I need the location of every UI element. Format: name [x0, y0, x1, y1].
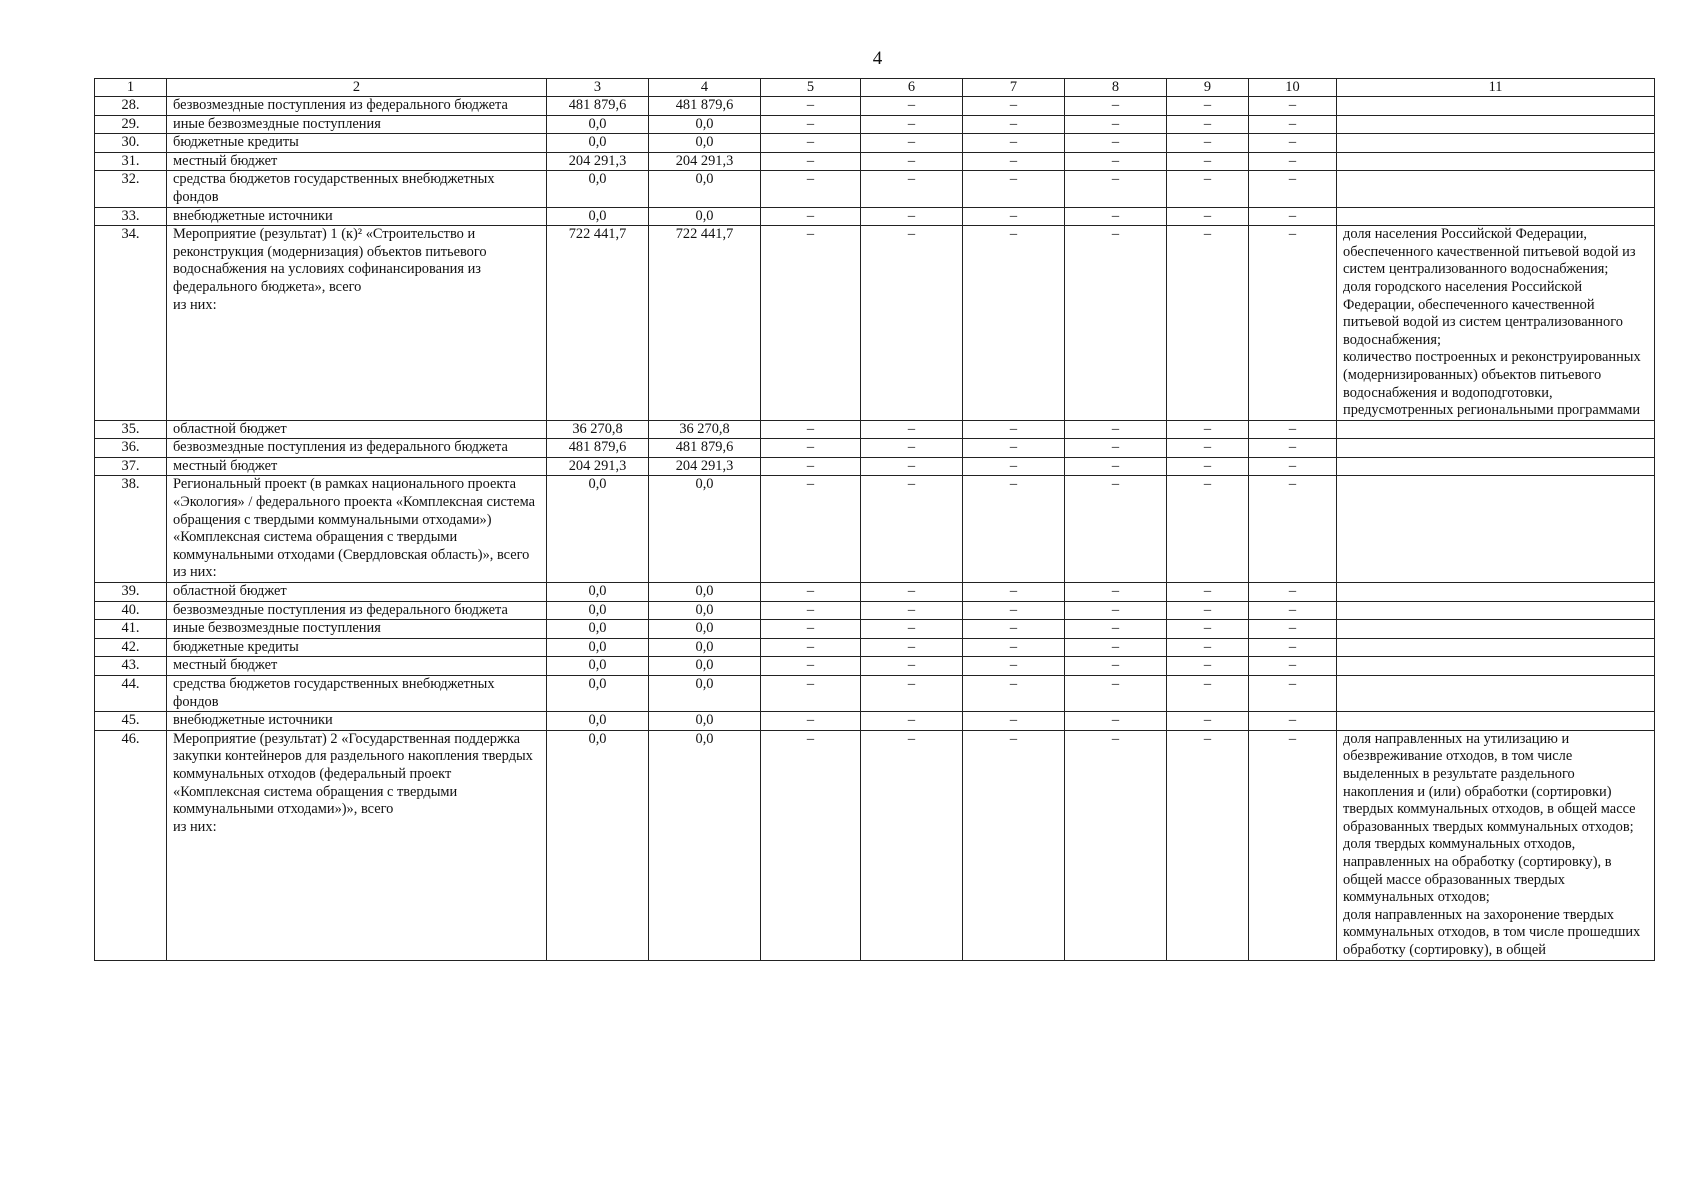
value-col7-cell: – — [963, 657, 1065, 676]
value-col6-cell: – — [861, 657, 963, 676]
header-row — [95, 79, 1655, 97]
indicator-cell — [1337, 134, 1655, 153]
column-header: 2 — [167, 79, 547, 97]
value-col10-cell: – — [1249, 439, 1337, 458]
column-header: 8 — [1065, 79, 1167, 97]
indicator-cell — [1337, 97, 1655, 116]
value-col5-cell: – — [761, 97, 861, 116]
value-col9-cell: – — [1167, 601, 1249, 620]
value-col3-cell: 0,0 — [547, 657, 649, 676]
value-col4-cell: 204 291,3 — [649, 457, 761, 476]
value-col9-cell: – — [1167, 439, 1249, 458]
value-col7-cell: – — [963, 420, 1065, 439]
indicator-cell — [1337, 457, 1655, 476]
value-col3-cell: 0,0 — [547, 207, 649, 226]
column-header: 4 — [649, 79, 761, 97]
value-col4-cell: 0,0 — [649, 171, 761, 207]
value-col4-cell: 0,0 — [649, 134, 761, 153]
row-number-cell: 43. — [95, 657, 167, 676]
value-col4-cell: 481 879,6 — [649, 439, 761, 458]
item-name-cell: местный бюджет — [167, 457, 547, 476]
value-col6-cell: – — [861, 420, 963, 439]
row-number-cell: 39. — [95, 583, 167, 602]
value-col5-cell: – — [761, 171, 861, 207]
value-col7-cell: – — [963, 97, 1065, 116]
table-row — [95, 638, 1655, 657]
value-col5-cell: – — [761, 657, 861, 676]
value-col3-cell: 0,0 — [547, 171, 649, 207]
value-col5-cell: – — [761, 676, 861, 712]
value-col6-cell: – — [861, 226, 963, 421]
value-col8-cell: – — [1065, 476, 1167, 583]
value-col9-cell: – — [1167, 171, 1249, 207]
indicator-cell — [1337, 676, 1655, 712]
item-name-cell: местный бюджет — [167, 152, 547, 171]
row-number-cell: 30. — [95, 134, 167, 153]
table-row — [95, 457, 1655, 476]
value-col7-cell: – — [963, 439, 1065, 458]
value-col6-cell: – — [861, 620, 963, 639]
value-col6-cell: – — [861, 97, 963, 116]
value-col9-cell: – — [1167, 134, 1249, 153]
table-row — [95, 97, 1655, 116]
value-col4-cell: 0,0 — [649, 207, 761, 226]
value-col6-cell: – — [861, 638, 963, 657]
row-number-cell: 34. — [95, 226, 167, 421]
value-col10-cell: – — [1249, 657, 1337, 676]
column-header: 7 — [963, 79, 1065, 97]
value-col7-cell: – — [963, 583, 1065, 602]
value-col10-cell: – — [1249, 476, 1337, 583]
value-col10-cell: – — [1249, 583, 1337, 602]
value-col3-cell: 0,0 — [547, 730, 649, 960]
value-col10-cell: – — [1249, 620, 1337, 639]
item-name-cell: безвозмездные поступления из федерального бюджета — [167, 97, 547, 116]
value-col6-cell: – — [861, 152, 963, 171]
row-number-cell: 36. — [95, 439, 167, 458]
column-header: 11 — [1337, 79, 1655, 97]
value-col6-cell: – — [861, 476, 963, 583]
value-col10-cell: – — [1249, 171, 1337, 207]
value-col8-cell: – — [1065, 601, 1167, 620]
value-col6-cell: – — [861, 583, 963, 602]
row-number-cell: 35. — [95, 420, 167, 439]
value-col7-cell: – — [963, 638, 1065, 657]
value-col5-cell: – — [761, 115, 861, 134]
value-col6-cell: – — [861, 730, 963, 960]
value-col3-cell: 0,0 — [547, 476, 649, 583]
row-number-cell: 45. — [95, 712, 167, 731]
indicator-cell — [1337, 152, 1655, 171]
value-col10-cell: – — [1249, 226, 1337, 421]
column-header: 1 — [95, 79, 167, 97]
value-col8-cell: – — [1065, 152, 1167, 171]
value-col8-cell: – — [1065, 712, 1167, 731]
indicator-cell — [1337, 601, 1655, 620]
row-number-cell: 40. — [95, 601, 167, 620]
page-number: 4 — [872, 48, 883, 69]
value-col8-cell: – — [1065, 730, 1167, 960]
item-name-cell: бюджетные кредиты — [167, 134, 547, 153]
value-col8-cell: – — [1065, 457, 1167, 476]
value-col10-cell: – — [1249, 676, 1337, 712]
value-col3-cell: 204 291,3 — [547, 152, 649, 171]
value-col4-cell: 0,0 — [649, 115, 761, 134]
item-name-cell: областной бюджет — [167, 583, 547, 602]
row-number-cell: 33. — [95, 207, 167, 226]
value-col6-cell: – — [861, 207, 963, 226]
row-number-cell: 31. — [95, 152, 167, 171]
value-col7-cell: – — [963, 676, 1065, 712]
value-col3-cell: 36 270,8 — [547, 420, 649, 439]
value-col10-cell: – — [1249, 730, 1337, 960]
table-body — [95, 97, 1655, 961]
value-col7-cell: – — [963, 152, 1065, 171]
value-col7-cell: – — [963, 620, 1065, 639]
value-col7-cell: – — [963, 134, 1065, 153]
value-col10-cell: – — [1249, 601, 1337, 620]
value-col5-cell: – — [761, 712, 861, 731]
value-col5-cell: – — [761, 583, 861, 602]
row-number-cell: 32. — [95, 171, 167, 207]
value-col9-cell: – — [1167, 730, 1249, 960]
indicator-cell — [1337, 583, 1655, 602]
item-name-cell: местный бюджет — [167, 657, 547, 676]
row-number-cell: 42. — [95, 638, 167, 657]
value-col4-cell: 0,0 — [649, 583, 761, 602]
value-col9-cell: – — [1167, 420, 1249, 439]
value-col9-cell: – — [1167, 115, 1249, 134]
row-number-cell: 46. — [95, 730, 167, 960]
value-col7-cell: – — [963, 601, 1065, 620]
value-col5-cell: – — [761, 457, 861, 476]
table-row — [95, 134, 1655, 153]
column-header: 10 — [1249, 79, 1337, 97]
indicator-cell — [1337, 439, 1655, 458]
value-col9-cell: – — [1167, 207, 1249, 226]
value-col8-cell: – — [1065, 171, 1167, 207]
value-col10-cell: – — [1249, 457, 1337, 476]
value-col3-cell: 0,0 — [547, 134, 649, 153]
value-col9-cell: – — [1167, 476, 1249, 583]
value-col8-cell: – — [1065, 676, 1167, 712]
table-row — [95, 730, 1655, 960]
value-col4-cell: 0,0 — [649, 638, 761, 657]
item-name-cell: внебюджетные источники — [167, 712, 547, 731]
value-col4-cell: 722 441,7 — [649, 226, 761, 421]
table-row — [95, 676, 1655, 712]
value-col8-cell: – — [1065, 115, 1167, 134]
value-col3-cell: 481 879,6 — [547, 439, 649, 458]
indicator-cell — [1337, 207, 1655, 226]
value-col3-cell: 204 291,3 — [547, 457, 649, 476]
value-col4-cell: 0,0 — [649, 676, 761, 712]
value-col3-cell: 0,0 — [547, 676, 649, 712]
column-header: 5 — [761, 79, 861, 97]
value-col5-cell: – — [761, 439, 861, 458]
value-col5-cell: – — [761, 730, 861, 960]
value-col3-cell: 0,0 — [547, 115, 649, 134]
row-number-cell: 29. — [95, 115, 167, 134]
item-name-cell: иные безвозмездные поступления — [167, 115, 547, 134]
indicator-cell — [1337, 712, 1655, 731]
row-number-cell: 28. — [95, 97, 167, 116]
row-number-cell: 44. — [95, 676, 167, 712]
value-col10-cell: – — [1249, 420, 1337, 439]
value-col10-cell: – — [1249, 638, 1337, 657]
value-col3-cell: 0,0 — [547, 620, 649, 639]
table-row — [95, 601, 1655, 620]
value-col6-cell: – — [861, 712, 963, 731]
value-col4-cell: 0,0 — [649, 620, 761, 639]
table-row — [95, 420, 1655, 439]
value-col8-cell: – — [1065, 97, 1167, 116]
value-col8-cell: – — [1065, 638, 1167, 657]
value-col9-cell: – — [1167, 226, 1249, 421]
value-col4-cell: 0,0 — [649, 476, 761, 583]
value-col5-cell: – — [761, 638, 861, 657]
value-col9-cell: – — [1167, 152, 1249, 171]
column-header: 3 — [547, 79, 649, 97]
value-col7-cell: – — [963, 207, 1065, 226]
table-row — [95, 226, 1655, 421]
indicator-cell — [1337, 420, 1655, 439]
value-col5-cell: – — [761, 601, 861, 620]
value-col4-cell: 0,0 — [649, 601, 761, 620]
value-col8-cell: – — [1065, 620, 1167, 639]
value-col10-cell: – — [1249, 134, 1337, 153]
value-col10-cell: – — [1249, 97, 1337, 116]
value-col9-cell: – — [1167, 97, 1249, 116]
value-col6-cell: – — [861, 676, 963, 712]
value-col6-cell: – — [861, 439, 963, 458]
table-row — [95, 439, 1655, 458]
item-name-cell: средства бюджетов государственных внебюджетных фондов — [167, 676, 547, 712]
table-row — [95, 115, 1655, 134]
value-col8-cell: – — [1065, 207, 1167, 226]
table-row — [95, 657, 1655, 676]
value-col5-cell: – — [761, 152, 861, 171]
row-number-cell: 37. — [95, 457, 167, 476]
item-name-cell: Мероприятие (результат) 1 (к)² «Строительство и реконструкция (модернизация) объектов питьевого водоснабжения на условиях софинансирования из федерального бюджета», всего из них: — [167, 226, 547, 421]
table-row — [95, 207, 1655, 226]
value-col6-cell: – — [861, 601, 963, 620]
value-col9-cell: – — [1167, 676, 1249, 712]
value-col4-cell: 36 270,8 — [649, 420, 761, 439]
value-col5-cell: – — [761, 620, 861, 639]
row-number-cell: 41. — [95, 620, 167, 639]
value-col4-cell: 204 291,3 — [649, 152, 761, 171]
table-row — [95, 152, 1655, 171]
value-col10-cell: – — [1249, 152, 1337, 171]
item-name-cell: областной бюджет — [167, 420, 547, 439]
value-col5-cell: – — [761, 476, 861, 583]
table-row — [95, 620, 1655, 639]
item-name-cell: Мероприятие (результат) 2 «Государственная поддержка закупки контейнеров для раздельного накопления твердых коммунальных отходов (федеральный проект «Комплексная система обращения с твердыми коммунальными отходами»)», всего из них: — [167, 730, 547, 960]
value-col3-cell: 0,0 — [547, 712, 649, 731]
table-row — [95, 712, 1655, 731]
value-col3-cell: 722 441,7 — [547, 226, 649, 421]
indicator-cell — [1337, 476, 1655, 583]
indicator-cell: доля направленных на утилизацию и обезвреживание отходов, в том числе выделенных в результате раздельного накопления и (или) обработки (сортировки) твердых коммунальных отходов, в общей массе образованных твердых коммунальных отходов; доля твердых коммунальных отходов, направленных на обработку (сортировку), в общей массе образованных твердых коммунальных отходов; доля направленных на захоронение твердых коммунальных отходов, в том числе прошедших обработку (сортировку), в общей — [1337, 730, 1655, 960]
value-col9-cell: – — [1167, 583, 1249, 602]
row-number-cell: 38. — [95, 476, 167, 583]
budget-table — [94, 78, 1655, 961]
value-col7-cell: – — [963, 476, 1065, 583]
item-name-cell: иные безвозмездные поступления — [167, 620, 547, 639]
table-row — [95, 476, 1655, 583]
item-name-cell: безвозмездные поступления из федерального бюджета — [167, 439, 547, 458]
value-col7-cell: – — [963, 226, 1065, 421]
table-row — [95, 171, 1655, 207]
table-row — [95, 583, 1655, 602]
value-col8-cell: – — [1065, 657, 1167, 676]
value-col6-cell: – — [861, 171, 963, 207]
value-col10-cell: – — [1249, 712, 1337, 731]
value-col9-cell: – — [1167, 657, 1249, 676]
item-name-cell: средства бюджетов государственных внебюджетных фондов — [167, 171, 547, 207]
value-col8-cell: – — [1065, 134, 1167, 153]
value-col7-cell: – — [963, 730, 1065, 960]
value-col6-cell: – — [861, 457, 963, 476]
indicator-cell — [1337, 115, 1655, 134]
value-col8-cell: – — [1065, 583, 1167, 602]
value-col6-cell: – — [861, 134, 963, 153]
value-col9-cell: – — [1167, 638, 1249, 657]
value-col7-cell: – — [963, 171, 1065, 207]
value-col5-cell: – — [761, 420, 861, 439]
value-col8-cell: – — [1065, 439, 1167, 458]
column-header: 9 — [1167, 79, 1249, 97]
value-col5-cell: – — [761, 226, 861, 421]
value-col10-cell: – — [1249, 207, 1337, 226]
value-col8-cell: – — [1065, 226, 1167, 421]
value-col4-cell: 481 879,6 — [649, 97, 761, 116]
column-header: 6 — [861, 79, 963, 97]
value-col3-cell: 0,0 — [547, 601, 649, 620]
item-name-cell: внебюджетные источники — [167, 207, 547, 226]
value-col7-cell: – — [963, 712, 1065, 731]
value-col4-cell: 0,0 — [649, 730, 761, 960]
value-col9-cell: – — [1167, 457, 1249, 476]
indicator-cell — [1337, 657, 1655, 676]
value-col7-cell: – — [963, 115, 1065, 134]
item-name-cell: Региональный проект (в рамках национального проекта «Экология» / федерального проекта «Комплексная система обращения с твердыми коммунальными отходами») «Комплексная система обращения с твердыми коммунальными отходами (Свердловская область)», всего из них: — [167, 476, 547, 583]
value-col4-cell: 0,0 — [649, 712, 761, 731]
value-col5-cell: – — [761, 134, 861, 153]
value-col8-cell: – — [1065, 420, 1167, 439]
value-col5-cell: – — [761, 207, 861, 226]
value-col6-cell: – — [861, 115, 963, 134]
indicator-cell — [1337, 620, 1655, 639]
value-col3-cell: 0,0 — [547, 583, 649, 602]
indicator-cell: доля населения Российской Федерации, обеспеченного качественной питьевой водой из систем централизованного водоснабжения; доля городского населения Российской Федерации, обеспеченного качественной питьевой водой из систем централизованного водоснабжения; количество построенных и реконструированных (модернизированных) объектов питьевого водоснабжения и водоподготовки, предусмотренных региональными программами — [1337, 226, 1655, 421]
value-col9-cell: – — [1167, 712, 1249, 731]
indicator-cell — [1337, 638, 1655, 657]
value-col3-cell: 0,0 — [547, 638, 649, 657]
value-col7-cell: – — [963, 457, 1065, 476]
value-col10-cell: – — [1249, 115, 1337, 134]
value-col9-cell: – — [1167, 620, 1249, 639]
item-name-cell: безвозмездные поступления из федерального бюджета — [167, 601, 547, 620]
value-col4-cell: 0,0 — [649, 657, 761, 676]
indicator-cell — [1337, 171, 1655, 207]
item-name-cell: бюджетные кредиты — [167, 638, 547, 657]
value-col3-cell: 481 879,6 — [547, 97, 649, 116]
